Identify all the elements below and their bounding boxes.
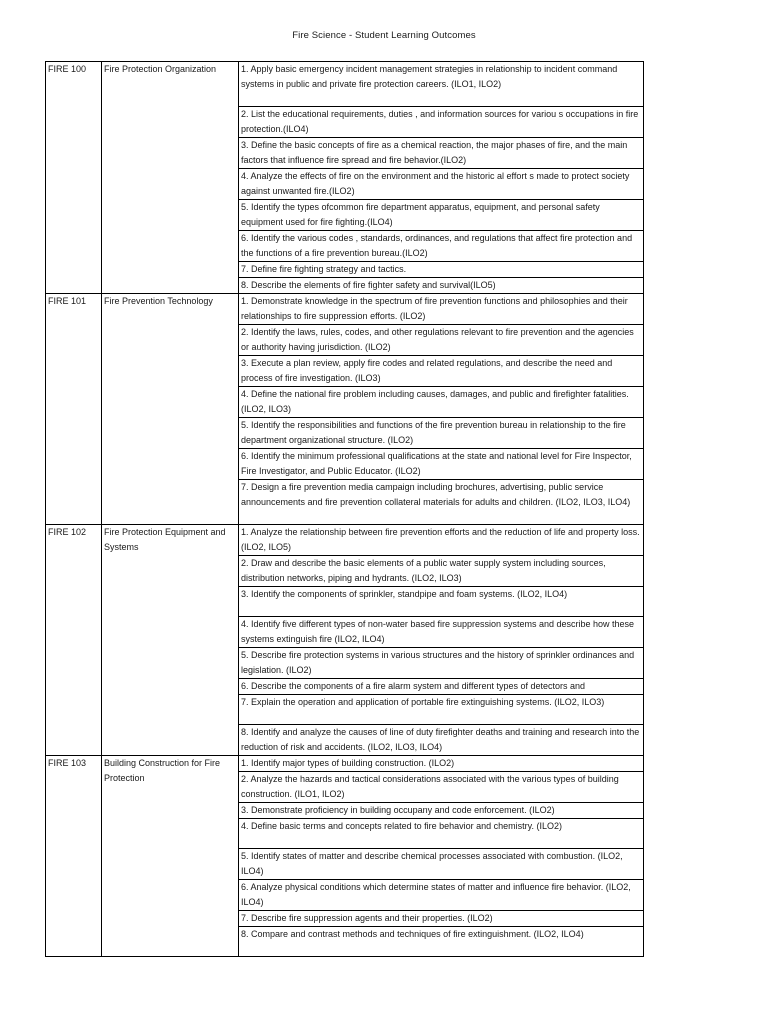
outcome-cell: 1. Apply basic emergency incident management strategies in relationship to incident command systems in public and private fire protection careers. (ILO1, ILO2): [239, 62, 644, 107]
table-row: [46, 525, 644, 556]
outcome-cell: 4. Analyze the effects of fire on the environment and the historic al effort s made to protect society against unwanted fire.(ILO2): [239, 169, 644, 200]
outcome-cell: 2. Analyze the hazards and tactical considerations associated with the various types of building construction. (ILO1, ILO2): [239, 772, 644, 803]
course-code: FIRE 100: [46, 62, 102, 294]
outcome-cell: 1. Demonstrate knowledge in the spectrum of fire prevention functions and philosophies and their relationships to fire suppression efforts. (ILO2): [239, 294, 644, 325]
outcome-cell: 3. Demonstrate proficiency in building occupany and code enforcement. (ILO2): [239, 803, 644, 819]
outcome-cell: 6. Describe the components of a fire alarm system and different types of detectors and: [239, 679, 644, 695]
course-code: FIRE 103: [46, 756, 102, 957]
outcome-cell: 7. Design a fire prevention media campaign including brochures, advertising, public service announcements and fire prevention collateral materials for adults and children. (ILO2, ILO3, ILO4): [239, 480, 644, 525]
table-row: [46, 62, 644, 107]
outcome-cell: 2. List the educational requirements, duties , and information sources for variou s occupations in fire protection.(ILO4): [239, 107, 644, 138]
outcome-cell: 7. Describe fire suppression agents and their properties. (ILO2): [239, 911, 644, 927]
outcome-cell: 8. Compare and contrast methods and techniques of fire extinguishment. (ILO2, ILO4): [239, 927, 644, 957]
outcome-cell: 5. Describe fire protection systems in various structures and the history of sprinkler ordinances and legislation. (ILO2): [239, 648, 644, 679]
outcome-cell: 5. Identify the responsibilities and functions of the fire prevention bureau in relationship to the fire department organizational structure. (ILO2): [239, 418, 644, 449]
outcomes-table: [45, 61, 644, 957]
outcome-cell: 1. Analyze the relationship between fire prevention efforts and the reduction of life and property loss. (ILO2, ILO5): [239, 525, 644, 556]
outcome-cell: 4. Define the national fire problem including causes, damages, and public and firefighter fatalities. (ILO2, ILO3): [239, 387, 644, 418]
outcome-cell: 7. Define fire fighting strategy and tactics.: [239, 262, 644, 278]
course-code: FIRE 102: [46, 525, 102, 756]
outcome-cell: 5. Identify states of matter and describe chemical processes associated with combustion. (ILO2, ILO4): [239, 849, 644, 880]
table-row: [46, 294, 644, 325]
outcome-cell: 4. Define basic terms and concepts related to fire behavior and chemistry. (ILO2): [239, 819, 644, 849]
outcome-cell: 6. Identify the minimum professional qualifications at the state and national level for Fire Inspector, Fire Investigator, and Public Educator. (ILO2): [239, 449, 644, 480]
outcome-cell: 3. Identify the components of sprinkler, standpipe and foam systems. (ILO2, ILO4): [239, 587, 644, 617]
outcome-cell: 6. Identify the various codes , standards, ordinances, and regulations that affect fire protection and the functions of a fire prevention bureau.(ILO2): [239, 231, 644, 262]
outcome-cell: 3. Define the basic concepts of fire as a chemical reaction, the major phases of fire, and the main factors that influence fire spread and fire behavior.(ILO2): [239, 138, 644, 169]
outcome-cell: 2. Draw and describe the basic elements of a public water supply system including sources, distribution networks, piping and hydrants. (ILO2, ILO3): [239, 556, 644, 587]
course-name: Building Construction for Fire Protection: [102, 756, 239, 957]
table-row: [46, 756, 644, 772]
outcome-cell: 5. Identify the types ofcommon fire department apparatus, equipment, and personal safety equipment used for fire fighting.(ILO4): [239, 200, 644, 231]
outcome-cell: 6. Analyze physical conditions which determine states of matter and influence fire behavior. (ILO2, ILO4): [239, 880, 644, 911]
outcome-cell: 7. Explain the operation and application of portable fire extinguishing systems. (ILO2, ILO3): [239, 695, 644, 725]
outcome-cell: 3. Execute a plan review, apply fire codes and related regulations, and describe the need and process of fire investigation. (ILO3): [239, 356, 644, 387]
outcome-cell: 8. Identify and analyze the causes of line of duty firefighter deaths and training and research into the reduction of risk and accidents. (ILO2, ILO3, ILO4): [239, 725, 644, 756]
course-name: Fire Protection Equipment and Systems: [102, 525, 239, 756]
outcome-cell: 1. Identify major types of building construction. (ILO2): [239, 756, 644, 772]
outcome-cell: 8. Describe the elements of fire fighter safety and survival(ILO5): [239, 278, 644, 294]
outcome-cell: 4. Identify five different types of non-water based fire suppression systems and describe how these systems extinguish fire (ILO2, ILO4): [239, 617, 644, 648]
course-name: Fire Protection Organization: [102, 62, 239, 294]
page-title: Fire Science - Student Learning Outcomes: [292, 30, 476, 41]
course-code: FIRE 101: [46, 294, 102, 525]
course-name: Fire Prevention Technology: [102, 294, 239, 525]
outcome-cell: 2. Identify the laws, rules, codes, and other regulations relevant to fire prevention and the agencies or authority having jurisdiction. (ILO2): [239, 325, 644, 356]
